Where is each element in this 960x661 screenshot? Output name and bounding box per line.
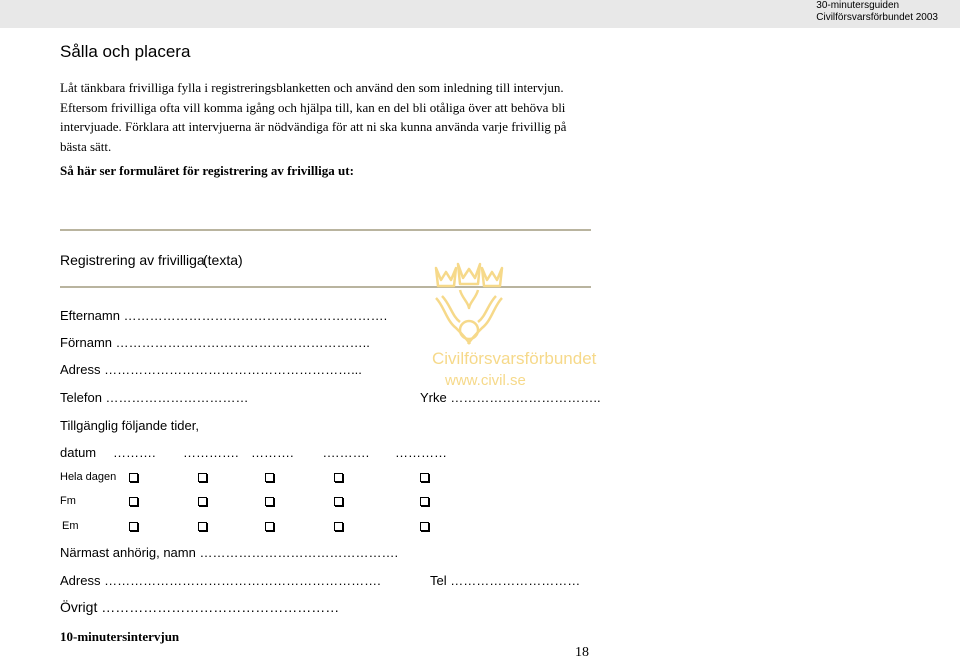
date-slot-1: ………. (113, 445, 156, 460)
datum-label: datum (60, 445, 97, 460)
checkbox-hela-dagen-2[interactable] (198, 473, 207, 482)
checkbox-fm-1[interactable] (129, 497, 138, 506)
ovrigt-field: Övrigt …………………………………………… (60, 599, 340, 615)
row-label-em: Em (62, 520, 79, 532)
logo-url: www.civil.se (445, 372, 526, 389)
header-meta (816, 0, 938, 24)
civilforsvarsforbundet-logo-icon (432, 262, 566, 390)
form-intro: Så här ser formuläret för registrering av frivilliga ut: (60, 163, 354, 178)
checkbox-fm-4[interactable] (334, 497, 343, 506)
form-subtitle: (texta) (203, 252, 243, 268)
date-slot-2: …………. (183, 445, 239, 460)
checkbox-hela-dagen-3[interactable] (265, 473, 274, 482)
intro-paragraph-2: Eftersom frivilliga ofta vill komma igång och hjälpa till, kan en del bli otåliga över att behöva bli intervjuade. Förklara att intervjuerna är nödvändiga för att ni ska kunna använda varje frivillig på bästa sätt. (60, 99, 567, 154)
divider-top (60, 229, 591, 231)
logo-name: Civilförsvarsförbundet (432, 349, 597, 368)
tel-field: Tel ………………………… (430, 573, 581, 588)
footer-title: 10-minutersintervjun (60, 629, 180, 644)
telefon-field: Telefon …………………………… (60, 390, 249, 405)
row-label-fm: Fm (60, 495, 76, 507)
checkbox-em-5[interactable] (420, 522, 429, 531)
form-title: Registrering av frivilliga (60, 252, 205, 268)
checkbox-hela-dagen-5[interactable] (420, 473, 429, 482)
tillganglig-label: Tillgänglig följande tider, (60, 418, 199, 433)
fornamn-field: Förnamn ………………………………………………….. (60, 335, 370, 350)
checkbox-hela-dagen-4[interactable] (334, 473, 343, 482)
adress-anhorig-field: Adress ………………………………………………………. (60, 573, 381, 588)
adress-field: Adress …………………………………………………... (60, 362, 362, 377)
row-label-hela-dagen: Hela dagen (60, 471, 117, 483)
date-slot-5: ………… (395, 445, 447, 460)
checkbox-fm-2[interactable] (198, 497, 207, 506)
checkbox-fm-3[interactable] (265, 497, 274, 506)
date-slot-3: ………. (251, 445, 294, 460)
date-slot-4: .………. (323, 445, 370, 460)
checkbox-hela-dagen-1[interactable] (129, 473, 138, 482)
page-number: 18 (575, 645, 589, 660)
checkbox-em-2[interactable] (198, 522, 207, 531)
org-year: Civilförsvarsförbundet 2003 (816, 12, 938, 23)
intro-paragraph-1: Låt tänkbara frivilliga fylla i registreringsblanketten och använd den som inledning till intervjun. (60, 80, 564, 95)
narmast-anhorig-field: Närmast anhörig, namn ………………………………………. (60, 545, 399, 560)
guide-name: 30-minutersguiden (816, 0, 900, 11)
yrke-field: Yrke …………………………….. (420, 390, 601, 405)
checkbox-fm-5[interactable] (420, 497, 429, 506)
checkbox-em-4[interactable] (334, 522, 343, 531)
intro-text (60, 78, 580, 156)
header-bar (0, 0, 960, 28)
efternamn-field: Efternamn ……………………………………………………. (60, 308, 388, 323)
checkbox-em-3[interactable] (265, 522, 274, 531)
page-title: Sålla och placera (60, 42, 191, 61)
checkbox-em-1[interactable] (129, 522, 138, 531)
